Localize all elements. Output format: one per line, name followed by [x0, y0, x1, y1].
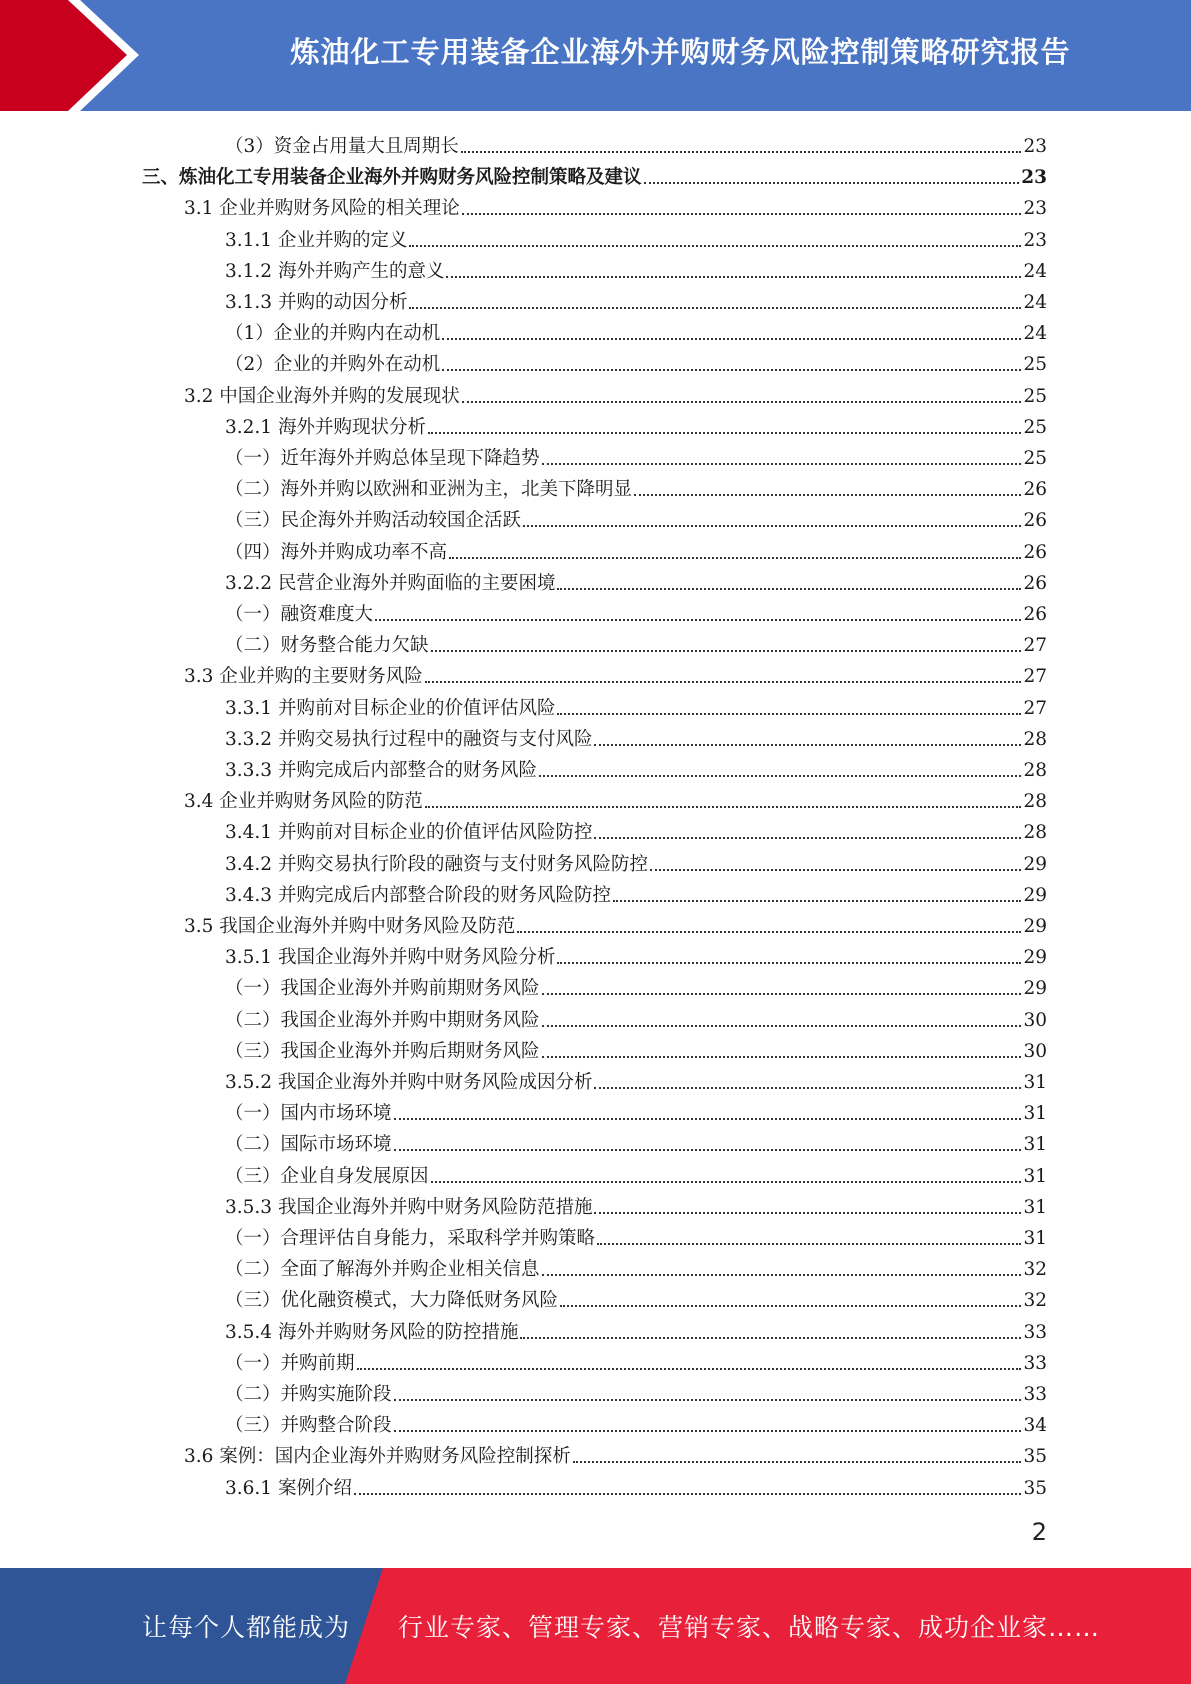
toc-entry-label: （一）融资难度大: [225, 604, 374, 625]
toc-entry-page: 26: [1023, 510, 1047, 532]
toc-entry[interactable]: [225, 1158, 1047, 1189]
toc-leader-dots: [613, 899, 1021, 902]
toc-entry-label: （二）我国企业海外并购中期财务风险: [225, 1009, 540, 1031]
toc-entry-label: （1）企业的并购内在动机: [225, 323, 441, 345]
toc-entry-page: 23: [1021, 167, 1047, 189]
toc-entry-page: 35: [1023, 1477, 1047, 1499]
toc-entry-page: 28: [1023, 760, 1047, 781]
toc-leader-dots: [394, 1117, 1022, 1120]
toc-entry-label: 三、炼油化工专用装备企业海外并购财务风险控制策略及建议: [142, 167, 642, 189]
toc-leader-dots: [594, 836, 1021, 839]
toc-entry-label: 3.1 企业并购财务风险的相关理论: [184, 198, 460, 220]
toc-entry-label: （一）我国企业海外并购前期财务风险: [225, 978, 540, 1000]
toc-entry-page: 29: [1023, 947, 1047, 969]
toc-entry-page: 28: [1023, 728, 1047, 750]
footer-slogan-right: 行业专家、管理专家、营销专家、战略专家、成功企业家……: [398, 1613, 1101, 1642]
toc-entry[interactable]: [225, 1220, 1047, 1251]
toc-entry-page: 27: [1023, 666, 1047, 688]
toc-leader-dots: [461, 150, 1022, 153]
toc-entry[interactable]: [225, 1407, 1047, 1438]
toc-entry-label: 3.6 案例：国内企业海外并购财务风险控制探析: [184, 1446, 571, 1468]
toc-entry-label: （一）国内市场环境: [225, 1103, 392, 1125]
toc-entry[interactable]: [225, 1189, 1047, 1220]
toc-leader-dots: [394, 1398, 1022, 1401]
toc-entry-page: 31: [1023, 1072, 1047, 1093]
toc-entry-label: 3.4.2 并购交易执行阶段的融资与支付财务风险防控: [225, 853, 648, 875]
toc-entry-label: 3.1.2 海外并购产生的意义: [225, 260, 445, 282]
toc-entry[interactable]: [225, 471, 1047, 502]
toc-leader-dots: [431, 649, 1022, 652]
toc-entry-label: 3.5 我国企业海外并购中财务风险及防范: [184, 916, 516, 937]
toc-entry-page: 29: [1023, 853, 1047, 875]
header-chevron-icon: [0, 0, 160, 111]
toc-entry-page: 25: [1023, 416, 1047, 438]
toc-entry-label: （三）民企海外并购活动较国企活跃: [225, 510, 522, 532]
toc-entry-page: 27: [1023, 697, 1047, 719]
toc-entry-label: （二）全面了解海外并购企业相关信息: [225, 1259, 540, 1281]
toc-entry-page: 25: [1023, 354, 1047, 376]
toc-leader-dots: [425, 805, 1022, 808]
toc-entry-label: 3.1.1 企业并购的定义: [225, 229, 408, 251]
toc-entry-page: 23: [1023, 198, 1047, 220]
toc-entry[interactable]: [225, 534, 1047, 565]
toc-entry-label: （二）国际市场环境: [225, 1134, 392, 1156]
toc-leader-dots: [542, 462, 1022, 465]
report-title: 炼油化工专用装备企业海外并购财务风险控制策略研究报告: [290, 34, 1071, 69]
toc-leader-dots: [462, 400, 1022, 403]
toc-leader-dots: [539, 774, 1021, 777]
toc-leader-dots: [425, 680, 1022, 683]
toc-entry-page: 28: [1023, 791, 1047, 813]
toc-leader-dots: [542, 1055, 1022, 1058]
toc-leader-dots: [597, 1242, 1021, 1245]
toc-entry[interactable]: [184, 1438, 1047, 1469]
toc-entry-label: （三）我国企业海外并购后期财务风险: [225, 1040, 540, 1062]
toc-entry-label: 3.5.3 我国企业海外并购中财务风险防范措施: [225, 1196, 593, 1218]
toc-entry-label: 3.3 企业并购的主要财务风险: [184, 666, 423, 688]
toc-leader-dots: [442, 368, 1021, 371]
toc-entry-page: 33: [1023, 1352, 1047, 1374]
toc-entry-page: 33: [1023, 1384, 1047, 1405]
toc-leader-dots: [431, 1180, 1022, 1183]
toc-entry-page: 35: [1023, 1446, 1047, 1468]
toc-entry[interactable]: [225, 846, 1047, 877]
toc-entry[interactable]: [225, 690, 1047, 721]
toc-leader-dots: [542, 1024, 1022, 1027]
toc-entry[interactable]: [225, 346, 1047, 377]
toc-entry[interactable]: [225, 222, 1047, 253]
toc-entry[interactable]: [225, 284, 1047, 315]
toc-leader-dots: [520, 1336, 1021, 1339]
toc-entry[interactable]: [225, 1033, 1047, 1064]
toc-entry-page: 31: [1023, 1103, 1047, 1125]
toc-entry-page: 34: [1023, 1415, 1047, 1437]
toc-entry-label: 3.5.4 海外并购财务风险的防控措施: [225, 1321, 519, 1343]
toc-entry-page: 31: [1023, 1196, 1047, 1218]
toc-entry-label: （二）财务整合能力欠缺: [225, 635, 429, 657]
toc-entry-page: 26: [1023, 572, 1047, 594]
toc-entry[interactable]: [142, 159, 1047, 190]
toc-leader-dots: [354, 1492, 1022, 1495]
toc-leader-dots: [594, 1211, 1021, 1214]
toc-leader-dots: [442, 337, 1021, 340]
footer-slogan-left: 让每个人都能成为: [142, 1613, 351, 1642]
toc-entry-page: 33: [1023, 1321, 1047, 1343]
toc-entry-page: 31: [1023, 1134, 1047, 1156]
footer-banner: [0, 1568, 1191, 1684]
toc-entry-page: 24: [1023, 260, 1047, 282]
toc-leader-dots: [560, 1304, 1021, 1307]
toc-entry-label: （一）并购前期: [225, 1352, 355, 1374]
toc-entry-page: 25: [1023, 448, 1047, 469]
toc-entry[interactable]: [225, 1251, 1047, 1282]
toc-leader-dots: [573, 1460, 1022, 1463]
toc-entry-label: （3）资金占用量大且周期长: [225, 136, 459, 157]
toc-entry-page: 30: [1023, 1040, 1047, 1062]
toc-entry-label: （四）海外并购成功率不高: [225, 541, 448, 563]
toc-entry[interactable]: [225, 128, 1047, 159]
toc-leader-dots: [394, 1429, 1022, 1432]
header-banner: [0, 0, 1191, 111]
toc-entry[interactable]: [225, 1282, 1047, 1313]
toc-entry-label: 3.2 中国企业海外并购的发展现状: [184, 385, 460, 407]
toc-leader-dots: [650, 868, 1021, 871]
toc-entry-label: 3.4 企业并购财务风险的防范: [184, 791, 423, 813]
toc-entry-page: 23: [1023, 136, 1047, 157]
toc-entry[interactable]: [225, 814, 1047, 845]
toc-entry[interactable]: [225, 1126, 1047, 1157]
toc-entry-page: 31: [1023, 1165, 1047, 1187]
toc-leader-dots: [428, 431, 1021, 434]
toc-entry[interactable]: [225, 1064, 1047, 1095]
toc-entry-page: 31: [1023, 1228, 1047, 1249]
toc-entry[interactable]: [225, 939, 1047, 970]
toc-leader-dots: [409, 306, 1021, 309]
toc-entry-label: 3.3.2 并购交易执行过程中的融资与支付风险: [225, 728, 593, 750]
toc-leader-dots: [523, 524, 1021, 527]
toc-entry[interactable]: [225, 253, 1047, 284]
toc-entry[interactable]: [225, 502, 1047, 533]
toc-leader-dots: [542, 1273, 1022, 1276]
toc-entry-label: 3.5.2 我国企业海外并购中财务风险成因分析: [225, 1072, 593, 1093]
toc-leader-dots: [644, 181, 1020, 184]
toc-entry-label: （三）优化融资模式，大力降低财务风险: [225, 1290, 559, 1312]
toc-entry-label: （三）企业自身发展原因: [225, 1165, 429, 1187]
toc-entry[interactable]: [225, 721, 1047, 752]
toc-entry[interactable]: [225, 596, 1047, 627]
toc-entry[interactable]: [225, 1470, 1047, 1501]
toc-entry[interactable]: [225, 752, 1047, 783]
toc-leader-dots: [409, 244, 1021, 247]
toc-entry-page: 29: [1023, 916, 1047, 937]
toc-leader-dots: [517, 930, 1021, 933]
toc-entry-label: （二）海外并购以欧洲和亚洲为主，北美下降明显: [225, 479, 633, 501]
toc-entry-page: 23: [1023, 229, 1047, 251]
toc-entry[interactable]: [225, 877, 1047, 908]
toc-entry[interactable]: [184, 658, 1047, 689]
toc-entry-page: 26: [1023, 541, 1047, 563]
toc-leader-dots: [449, 556, 1021, 559]
toc-entry-page: 29: [1023, 884, 1047, 906]
toc-leader-dots: [594, 1086, 1021, 1089]
toc-leader-dots: [394, 1148, 1022, 1151]
toc-entry[interactable]: [225, 409, 1047, 440]
toc-entry-label: （二）并购实施阶段: [225, 1384, 392, 1405]
toc-entry-label: 3.2.2 民营企业海外并购面临的主要困境: [225, 572, 556, 594]
toc-leader-dots: [462, 212, 1022, 215]
toc-entry[interactable]: [225, 970, 1047, 1001]
toc-entry-label: 3.4.3 并购完成后内部整合阶段的财务风险防控: [225, 884, 611, 906]
toc-leader-dots: [542, 992, 1022, 995]
page-number: 2: [1031, 1518, 1047, 1546]
toc-entry[interactable]: [225, 315, 1047, 346]
toc-entry-label: 3.2.1 海外并购现状分析: [225, 416, 426, 438]
toc-entry-page: 27: [1023, 635, 1047, 657]
toc-leader-dots: [634, 493, 1021, 496]
toc-leader-dots: [357, 1367, 1022, 1370]
toc-entry-page: 28: [1023, 822, 1047, 844]
toc-entry[interactable]: [184, 908, 1047, 939]
toc-entry-page: 32: [1023, 1290, 1047, 1312]
toc-entry-label: （2）企业的并购外在动机: [225, 354, 441, 376]
toc-entry-page: 26: [1023, 604, 1047, 625]
toc-entry[interactable]: [225, 627, 1047, 658]
toc-entry[interactable]: [225, 565, 1047, 596]
toc-leader-dots: [446, 275, 1021, 278]
toc-leader-dots: [557, 587, 1021, 590]
toc-entry[interactable]: [225, 1376, 1047, 1407]
toc-entry-label: （一）近年海外并购总体呈现下降趋势: [225, 448, 540, 469]
toc-entry[interactable]: [225, 440, 1047, 471]
toc-entry-label: 3.6.1 案例介绍: [225, 1477, 352, 1499]
toc-leader-dots: [557, 712, 1021, 715]
toc-entry-page: 30: [1023, 1009, 1047, 1031]
toc-entry-page: 26: [1023, 479, 1047, 501]
toc-entry[interactable]: [184, 378, 1047, 409]
toc-entry-page: 24: [1023, 292, 1047, 313]
toc-leader-dots: [557, 961, 1021, 964]
toc-entry[interactable]: [184, 783, 1047, 814]
toc-entry[interactable]: [225, 1095, 1047, 1126]
toc-entry-label: 3.3.1 并购前对目标企业的价值评估风险: [225, 697, 556, 719]
toc-entry-page: 24: [1023, 323, 1047, 345]
toc-entry[interactable]: [225, 1345, 1047, 1376]
toc-entry-label: 3.3.3 并购完成后内部整合的财务风险: [225, 760, 537, 781]
toc-entry-label: （一）合理评估自身能力，采取科学并购策略: [225, 1228, 596, 1249]
toc-entry-label: 3.5.1 我国企业海外并购中财务风险分析: [225, 947, 556, 969]
toc-entry-page: 25: [1023, 385, 1047, 407]
toc-entry[interactable]: [225, 1002, 1047, 1033]
toc-entry-label: 3.1.3 并购的动因分析: [225, 292, 408, 313]
toc-entry[interactable]: [184, 190, 1047, 221]
toc-leader-dots: [594, 743, 1021, 746]
toc-entry-page: 29: [1023, 978, 1047, 1000]
toc-entry-label: 3.4.1 并购前对目标企业的价值评估风险防控: [225, 822, 593, 844]
toc-entry-page: 32: [1023, 1259, 1047, 1281]
toc-leader-dots: [375, 618, 1021, 621]
toc-entry-label: （三）并购整合阶段: [225, 1415, 392, 1437]
toc-entry[interactable]: [225, 1314, 1047, 1345]
